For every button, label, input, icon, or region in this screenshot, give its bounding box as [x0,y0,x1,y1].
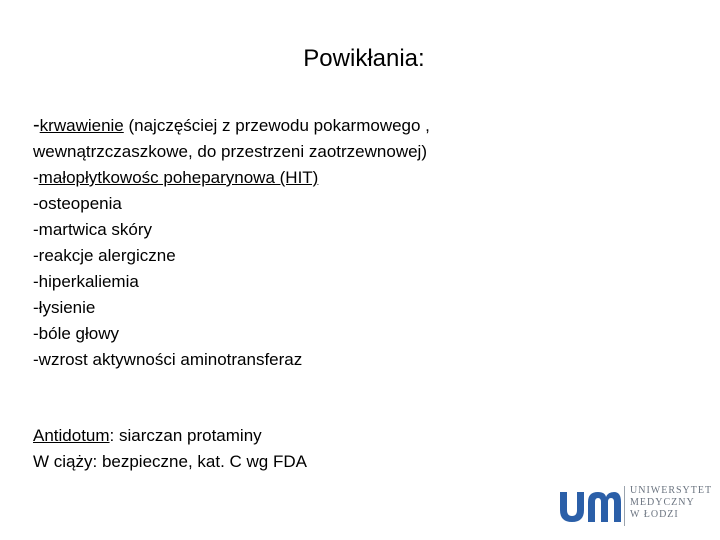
antidotum-label: Antidotum [33,426,110,445]
complications-list [33,112,693,373]
list-dash: - [33,114,40,136]
hit-term: małopłytkowośc poheparynowa (HIT) [38,168,319,187]
list-item-hyperkalemia: -hiperkaliemia [33,272,139,291]
logo-text [630,485,712,521]
logo-divider [624,486,625,526]
antidotum-line [33,423,307,449]
um-logo-mark-icon [558,488,622,524]
list-item-hit [33,165,693,191]
list-dash: - [33,168,39,187]
bleeding-term: krwawienie [39,116,124,135]
summary-block [33,423,307,475]
logo-line-3: W ŁODZI [630,509,679,520]
slide-title: Powikłania: [303,45,425,72]
bleeding-detail: (najczęściej z przewodu pokarmowego , [123,116,430,135]
list-item-allergic-reactions: -reakcje alergiczne [33,246,176,265]
list-item-aminotransferase: -wzrost aktywności aminotransferaz [33,350,303,369]
university-logo [558,483,718,529]
logo-line-1: UNIWERSYTET [630,485,713,496]
logo-line-2: MEDYCZNY [630,497,695,508]
list-item-headache: -bóle głowy [33,324,119,343]
list-item-osteopenia: -osteopenia [33,194,122,213]
pregnancy-line: W ciąży: bezpieczne, kat. C wg FDA [33,452,307,471]
antidotum-value: : siarczan protaminy [109,426,262,445]
list-item-bleeding [33,112,693,139]
list-item-bleeding-continuation: wewnątrzczaszkowe, do przestrzeni zaotrzewnowej) [33,142,427,161]
list-item-skin-necrosis: -martwica skóry [33,220,153,239]
list-item-alopecia: -łysienie [33,298,96,317]
